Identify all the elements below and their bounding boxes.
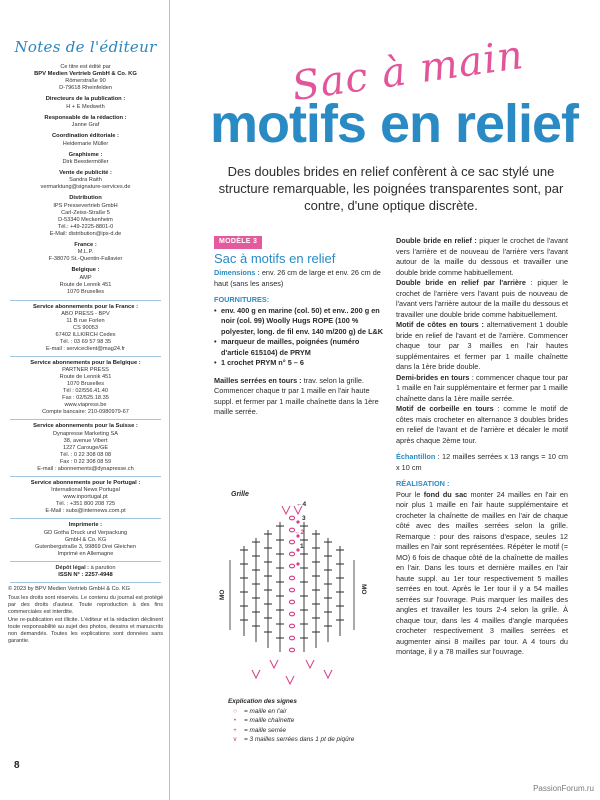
credit-head: Distribution	[69, 195, 102, 202]
credit-block	[8, 170, 163, 191]
service-line: Route de Lennik 451	[59, 374, 112, 381]
service-line: Fax : 02/525.18.35	[62, 395, 109, 402]
watermark: PassionForum.ru	[533, 784, 594, 793]
service-head: Service abonnements pour la France :	[32, 303, 139, 310]
increase-symbol	[306, 660, 314, 668]
slip-stitch	[296, 562, 299, 565]
credit-head: Vente de publicité :	[59, 170, 112, 177]
chain-stitch	[289, 576, 294, 580]
increase-icon: ∨	[232, 735, 238, 743]
service-line: GmbH & Co. KG	[64, 536, 107, 543]
chain-stitch	[289, 624, 294, 628]
repeat-label-right: MO	[360, 584, 367, 595]
service-line: Tél. : +351 800 208 725	[55, 501, 116, 508]
service-line: Gutenbergstraße 3, 99869 Drei Gleichen	[34, 543, 137, 550]
sc-column	[300, 522, 308, 652]
service-line: International News Portugal	[51, 487, 120, 494]
credit-head: France :	[74, 241, 97, 248]
realisation-label: RÉALISATION :	[396, 479, 450, 488]
row-label: ←4	[296, 501, 307, 508]
publisher-line: Römerstraße 90	[65, 78, 106, 85]
sidebar-title: Notes de l'éditeur	[14, 38, 157, 56]
credit-line: Carl-Zeiss-Straße 5	[61, 209, 110, 216]
credit-line: Dirk Beestermöller	[62, 159, 109, 166]
publisher-block	[8, 64, 163, 92]
chain-stitch	[289, 648, 294, 652]
service-block	[8, 304, 163, 353]
credit-head: Directeurs de la publication :	[45, 96, 126, 103]
service-head: Imprimerie :	[68, 522, 103, 529]
instruction-paragraph	[396, 320, 568, 373]
grid-rows-right	[300, 522, 344, 652]
credit-line: 1070 Bruxelles	[66, 288, 104, 295]
gauge-label: Échantillon	[396, 452, 436, 461]
grid-center-stitches	[289, 516, 294, 652]
grid-repeat-brackets	[230, 560, 354, 630]
divider	[10, 419, 161, 420]
service-line: GD Gotha Druck und Verpackung	[43, 529, 128, 536]
slip-stitch-icon: •	[233, 717, 237, 725]
credit-block	[8, 115, 163, 129]
copyright: © 2023 by BPV Medien Vertrieb GmbH & Co. KG	[8, 586, 130, 593]
gauge-text: : 12 mailles serrées x 13 rangs = 10 cm x 10 cm	[396, 452, 568, 472]
service-line: Dynapresse Marketing SA	[53, 430, 118, 437]
divider	[10, 300, 161, 301]
service-line: 38, avenue Vibert	[63, 437, 108, 444]
divider	[10, 356, 161, 357]
service-line: 11 B rue Forlen	[66, 318, 105, 325]
legal-deposit-head: Dépôt légal :	[55, 564, 90, 571]
service-line: E-Mail : subs@internews.com.pt	[45, 508, 126, 515]
service-line: ABO PRESS - BPV	[61, 311, 110, 318]
chain-stitch	[289, 600, 294, 604]
legal-text: Une re-publication est illicite. L'éditeur et la rédaction déclinent toute responsabilité au sujet des photos, dessins et manuscrits non demandés. Toutes les explications sont données sans garantie.	[8, 617, 163, 644]
article-column-2	[396, 236, 568, 658]
dimensions-label: Dimensions :	[214, 268, 260, 277]
instruction-label: Double bride en relief par l'arrière	[396, 278, 526, 287]
page-number: 8	[14, 760, 20, 771]
dimensions-paragraph	[214, 268, 384, 289]
legend-label: = maille serrée	[244, 726, 287, 734]
section-title: Sac à motifs en relief	[214, 250, 336, 266]
instruction-text: alternativement 1 double bride en relief de l'avant et de l'arrière. Commencer chaque tour par 3 mailles en l'air hautes supplémentaires et fermer par 1 maille chaînette dans la 1ère bride double.	[396, 320, 568, 371]
realisation-paragraph	[396, 490, 568, 658]
credit-block	[8, 195, 163, 237]
grid-increases	[252, 506, 332, 684]
instruction-label: Demi-brides en tours	[396, 372, 470, 382]
service-line: Compte bancaire: 210-0980979-67	[42, 409, 129, 416]
legend-label: = maille en l'air	[244, 708, 287, 716]
instruction-paragraph	[396, 373, 568, 405]
slip-stitch	[296, 520, 299, 523]
increase-symbol	[252, 670, 260, 678]
service-line: Tél. : 03 69 57 98 35	[59, 339, 112, 346]
supplies-label: FOURNITURES:	[214, 295, 270, 304]
legal-text: Tous les droits sont réservés. Le contenu du journal est protégé par des droits d'auteur. Toute reproduction à des fins commerciales est interdite.	[8, 595, 163, 615]
single-crochet-icon: +	[233, 726, 237, 734]
crochet-grid-diagram	[212, 500, 372, 690]
supply-item: • 1 crochet PRYM n° 5 – 6	[214, 358, 384, 369]
service-line: Fax : 0 22 308 08 59	[59, 458, 112, 465]
gauge-paragraph	[396, 452, 568, 473]
chain-stitch	[289, 516, 294, 520]
credit-line: IPS Pressevertrieb GmbH	[53, 202, 118, 209]
credit-line: M.L.P.	[77, 249, 94, 256]
credit-head: Graphisme :	[68, 151, 103, 158]
legend-row	[228, 726, 388, 735]
sc-column	[276, 522, 284, 652]
publisher-line: D-79618 Rheinfelden	[59, 85, 112, 92]
instruction-text: : piquer le crochet de l'arrière vers l'avant puis de nouveau de l'avant vers l'arrière autour de la maille du dessous et travailler une double bride comme habituellement.	[396, 278, 568, 319]
sc-column	[240, 546, 248, 636]
chain-stitch	[289, 588, 294, 592]
credit-line: Tél.: +49-2225-8801-0	[57, 223, 114, 230]
realisation-text: monter 24 mailles en l'air en noir plus 1 maille en l'air haute supplémentaire et crocheter la chaînette de mailles en l'air de chaque côté avec des mailles serrées selon la grille. Remarque : pour des raisons d'espace, seules 12 mailles en l'air sont représentées. Répéter le motif (= MO) 6 fois de chaque côté de la chaînette de mailles en l'air. Dans les tours et dernière mailles en l'air haute suppl. au 1er tour respectivement 5 mailles serrées en tout. Après le 1er tour il y a 54 mailles serrées sur l'ouvrage. Puis marquer les mailles des angles et travailler les tours 2-4 selon la grille. À chaque tour, dans les 4 mailles d'angle marquées crocheter respectivement 3 mailles serrées et augmenter ainsi 8 mailles par tour. A 4 tours du montage, il y a 78 mailles sur l'ouvrage.	[396, 489, 568, 656]
sc-column	[312, 530, 320, 648]
legend-label: = 3 mailles serrées dans 1 pt de piqûre	[244, 735, 355, 743]
service-line: www.inportugal.pt	[63, 494, 108, 501]
instruction-paragraph	[396, 278, 568, 320]
credit-line: H + E Medweth	[66, 103, 105, 110]
legend-row	[228, 707, 388, 716]
copyright-block	[8, 586, 163, 645]
credit-line: AMP	[79, 274, 92, 281]
service-line: CS 90053	[73, 325, 98, 332]
divider	[10, 561, 161, 562]
sc-column	[336, 546, 344, 636]
legend-row	[228, 716, 388, 725]
legend-row	[228, 735, 388, 744]
script-title: Sac à main	[289, 31, 527, 111]
credit-line: Sandra Raith	[69, 177, 102, 184]
intro-text: Des doubles brides en relief confèrent à ce sac stylé une structure remarquable, les poignées transparentes sont, par contre, d'une optique discrète.	[218, 164, 564, 213]
service-line: E-mail : serviceclient@mag24.fr	[45, 346, 126, 353]
credit-block	[8, 152, 163, 166]
legal-deposit-value: à parution	[90, 564, 116, 571]
service-line: Imprimé en Allemagne	[57, 550, 114, 557]
service-line: PARTNER PRESS	[62, 367, 109, 374]
increase-symbol	[282, 506, 290, 514]
instruction-label: Motif de corbeille en tours	[396, 404, 494, 413]
instruction-text: piquer le crochet de l'avant vers l'arrière et de nouveau de l'arrière vers l'avant autour de la maille du dessous et travailler une double bride comme habituellement.	[396, 236, 569, 277]
dimensions-text: env. 26 cm de large et env. 26 cm de haut (sans les anses)	[214, 268, 381, 288]
symbol-legend	[228, 697, 388, 744]
credit-line: Janne Graf	[71, 122, 100, 129]
publisher-line: BPV Medien Vertrieb GmbH & Co. KG	[34, 71, 137, 77]
chain-stitch	[289, 636, 294, 640]
editor-notes-sidebar	[0, 0, 170, 800]
credit-head: Belgique :	[71, 267, 100, 274]
increase-symbol	[286, 676, 294, 684]
service-line: 1070 Bruxelles	[66, 381, 104, 388]
chain-stitch	[289, 552, 294, 556]
ms-label: Mailles serrées en tours :	[214, 375, 302, 385]
service-block	[8, 480, 163, 515]
model-badge: MODÈLE 3	[214, 236, 262, 249]
credit-block	[8, 133, 163, 147]
service-head: Service abonnements pour le Portugal :	[30, 479, 141, 486]
service-block	[8, 522, 163, 557]
credit-line: F-38070 St.-Quentin-Fallavier	[48, 256, 123, 263]
instruction-label: Double bride en relief :	[396, 236, 477, 245]
service-block	[8, 423, 163, 472]
instruction-text: : commencer chaque tour par 1 maille en l'air supplémentaire et fermer par 1 maille chaînette dans la 1ère maille serrée.	[396, 372, 569, 403]
credit-line: D-53340 Meckenheim	[58, 216, 113, 223]
sc-column	[264, 530, 272, 648]
service-block	[8, 360, 163, 416]
grid-rows-left	[240, 522, 284, 652]
row-label: 1	[300, 543, 304, 550]
ms-text: trav. selon la grille. Commencer chaque tr par 1 maille en l'air haute suppl. et fermer par 1 maille chaînette dans la 1ère maille serrée.	[214, 375, 379, 416]
credit-line: Route de Lennik 451	[59, 281, 112, 288]
row-label: 3	[302, 515, 306, 522]
service-line: 1227 Carouge/GE	[62, 444, 109, 451]
legal-deposit-line	[8, 565, 163, 572]
chain-stitch-icon: ○	[233, 708, 237, 716]
supplies-list	[214, 306, 384, 369]
increase-symbol	[324, 670, 332, 678]
credit-block	[8, 267, 163, 295]
divider	[10, 518, 161, 519]
chain-stitch	[289, 540, 294, 544]
service-head: Service abonnements pour la Suisse :	[33, 423, 138, 430]
repeat-label-left: MO	[219, 589, 226, 600]
credit-block	[8, 96, 163, 110]
sc-column	[324, 538, 332, 642]
service-line: Tél. : 0 22 308 08 08	[59, 451, 112, 458]
credit-block	[8, 242, 163, 263]
instruction-paragraph	[396, 404, 568, 446]
credit-line: vermarktung@signature-services.de	[40, 184, 131, 191]
supply-item: • env. 400 g en marine (col. 50) et env.. 200 g en noir (col. 99) Woolly Hugs ROPE (100 % polyester, long. de fil env. 140 m/200 g) de L&K	[214, 306, 384, 338]
instruction-label: Motif de côtes en tours :	[396, 320, 484, 329]
service-line: www.viapress.be	[64, 402, 107, 409]
service-line: Tél : 02/556.41.40	[62, 388, 109, 395]
service-line: E-mail : abonnements@dynapresse.ch	[37, 465, 134, 472]
realisation-pre: Pour le	[396, 489, 424, 499]
sc-column	[252, 538, 260, 642]
supply-item: • marqueur de mailles, poignées (numéro d'article 615104) de PRYM	[214, 337, 384, 358]
instruction-text: : comme le motif de côtes mais crocheter en alternance 3 doubles brides en relief de l'avant et de l'arrière et décaler le motif après chaque 2ème tour.	[396, 404, 568, 445]
instruction-paragraph	[396, 236, 568, 278]
article-column-1	[214, 236, 384, 424]
publisher-line: Ce titre est édité par	[60, 64, 111, 70]
service-line: 67402 ILLKIRCH Cedex	[55, 332, 116, 339]
realisation-bold: fond du sac	[423, 489, 468, 499]
chain-stitch	[289, 612, 294, 616]
service-head: Service abonnements pour la Belgique :	[30, 360, 141, 367]
legend-label: = maille chaînette	[244, 717, 295, 725]
divider	[10, 582, 161, 583]
row-label: ←2	[294, 529, 305, 536]
legend-title: Explication des signes	[228, 698, 297, 705]
credit-line: E-Mail: distribution@ips-d.de	[49, 230, 122, 237]
credit-head: Coordination éditoriale :	[52, 133, 119, 140]
issn: ISSN N° : 2257-4948	[58, 571, 113, 578]
grid-title: Grille	[231, 491, 249, 498]
increase-symbol	[270, 660, 278, 668]
main-title: motifs en relief	[209, 94, 579, 154]
ms-paragraph	[214, 376, 384, 418]
credit-head: Responsable de la rédaction :	[44, 114, 127, 121]
chain-stitch	[289, 564, 294, 568]
divider	[10, 476, 161, 477]
credit-line: Heidemarie Müller	[62, 140, 109, 147]
legal-deposit-block	[8, 565, 163, 579]
